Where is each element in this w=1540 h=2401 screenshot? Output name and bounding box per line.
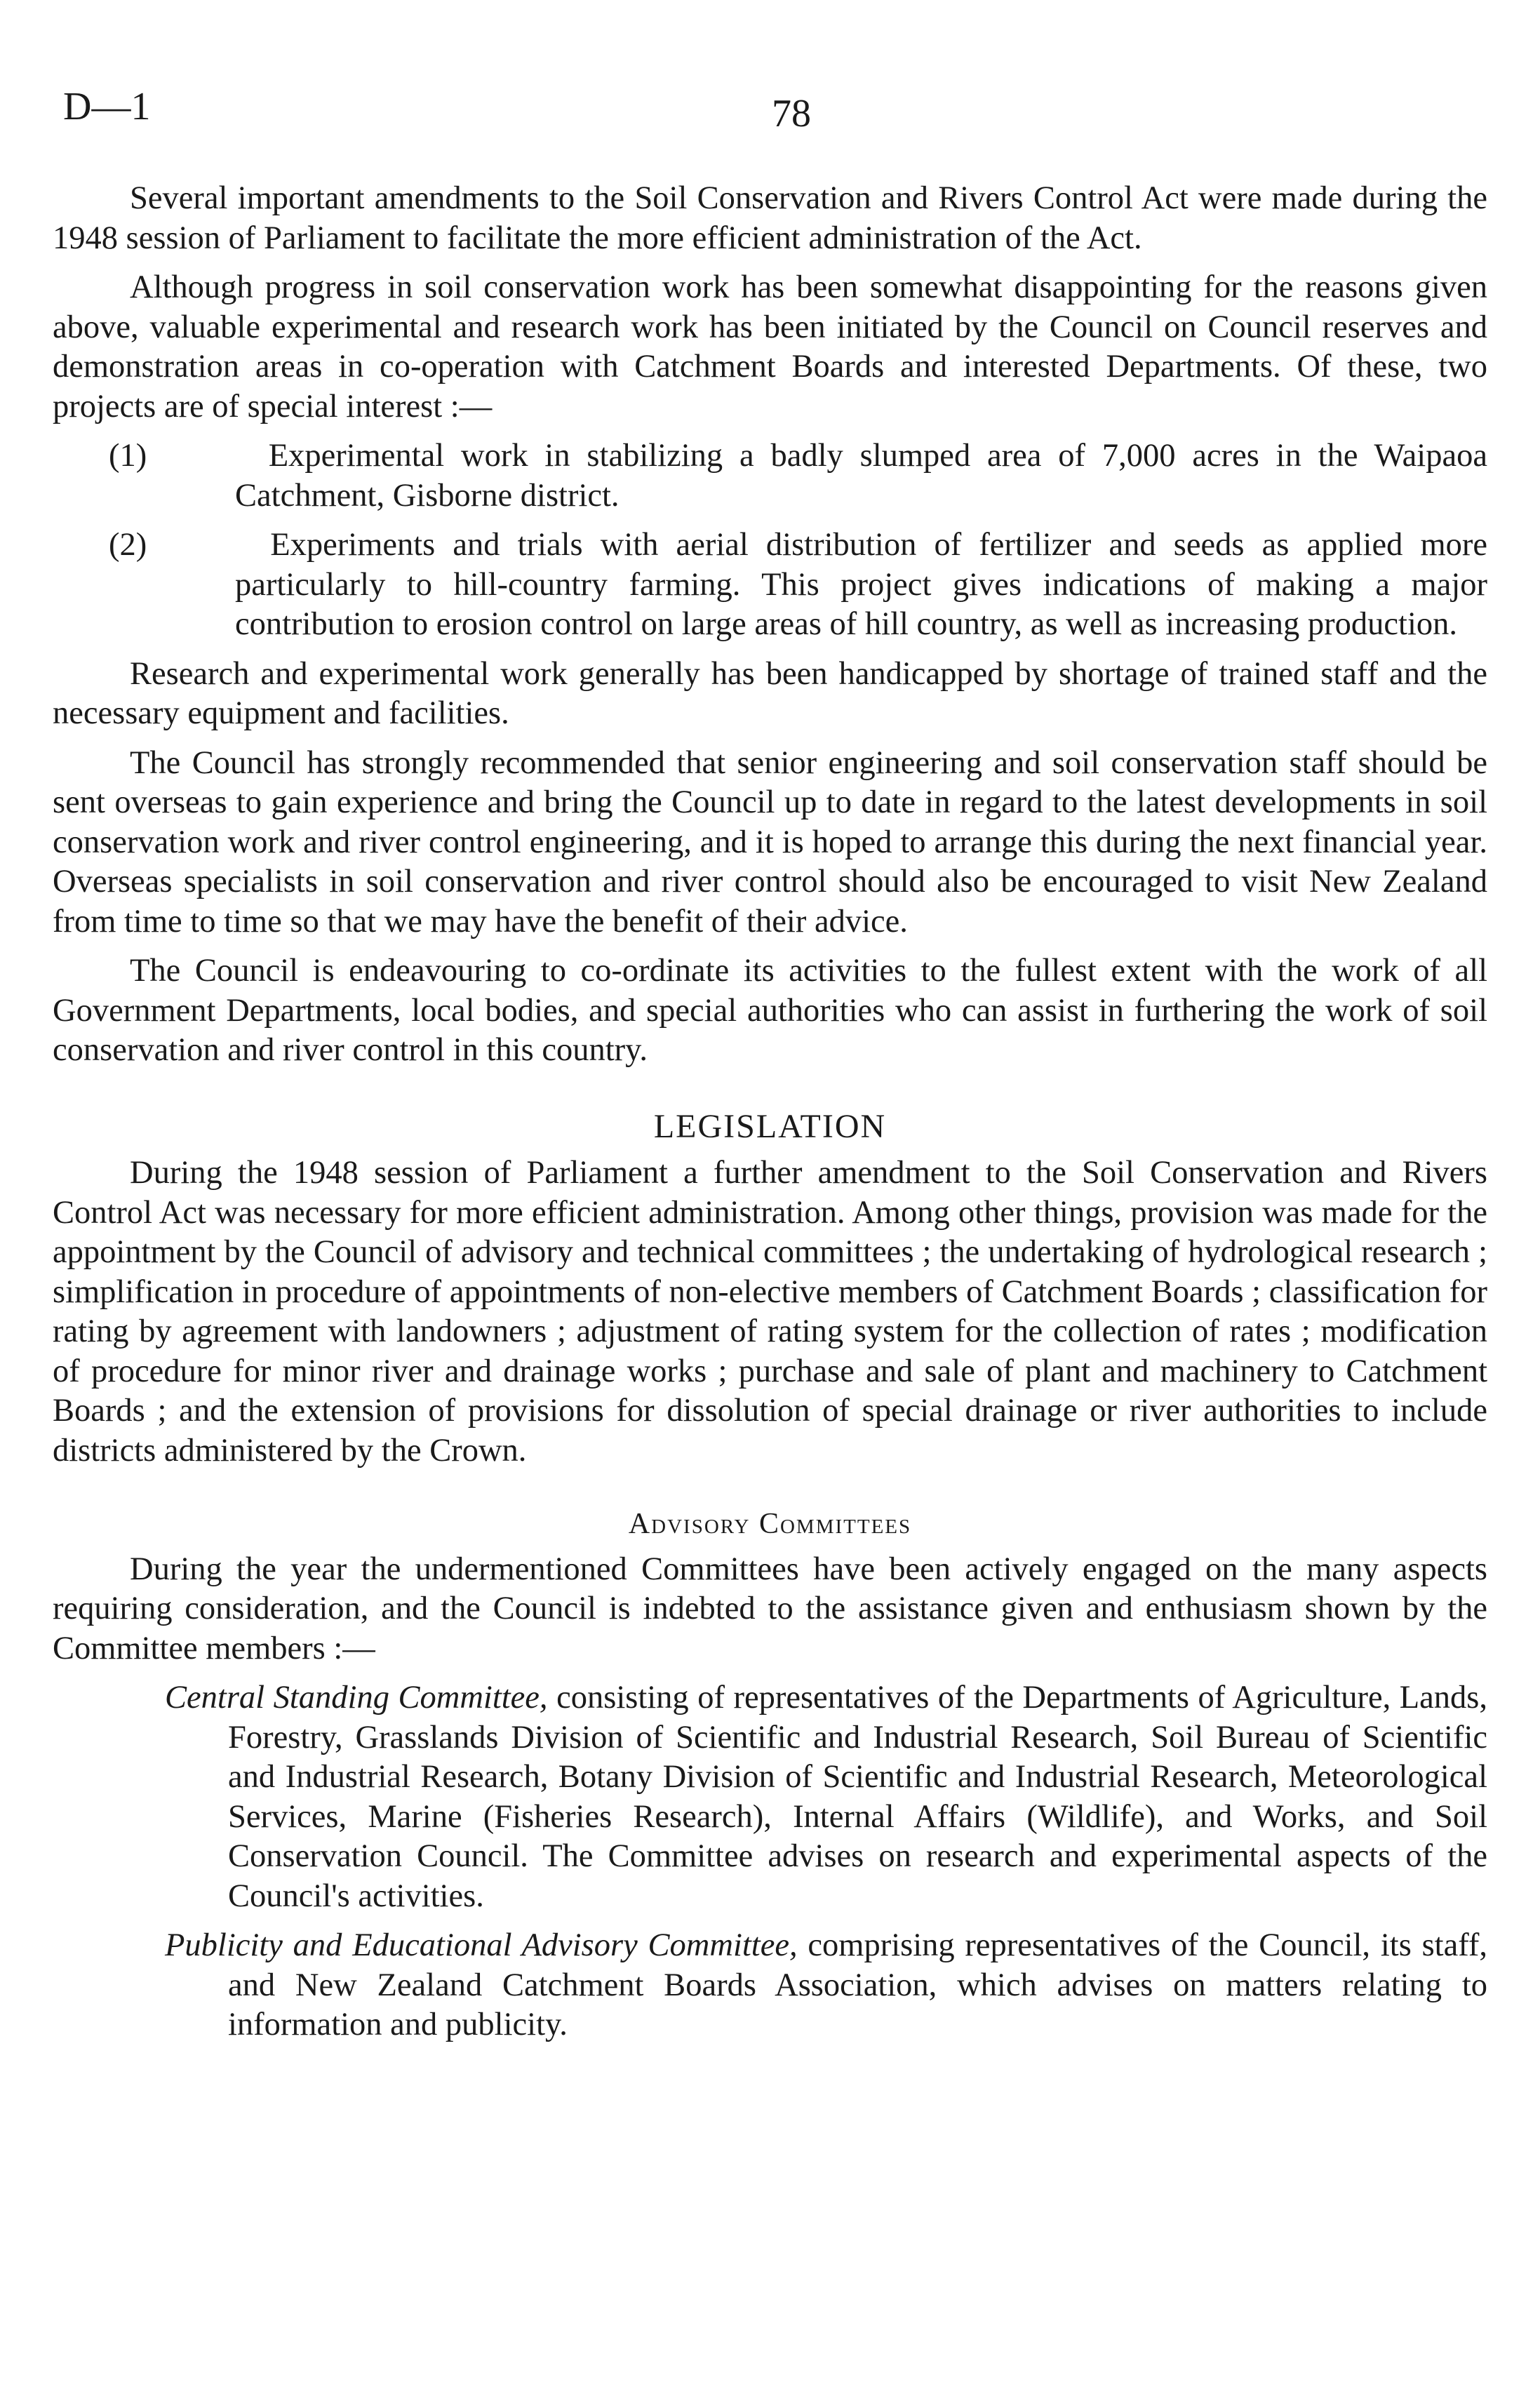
committee-description: consisting of representatives of the Departments of Agriculture, Lands, Forestry, Grasslands Division of Scientific and Industrial Research, Soil Bureau of Scientific and Industrial Research, Botany Division of Scientific and Industrial Research, Meteorological Services, Marine (Fisheries Research), Internal Affairs (Wildlife), and Works, and Soil Conservation Council. The Committee advises on research and experimental aspects of the Council's activities. <box>228 1680 1487 1914</box>
paragraph-amendments: Several important amendments to the Soil Conservation and Rivers Control Act were made during the 1948 session of Parliament to facilitate the more efficient administration of the Act. <box>53 180 1487 256</box>
paragraph-progress: Although progress in soil conservation work has been somewhat disappointing for the reasons given above, valuable experimental and research work has been initiated by the Council on Council reserves and demonstration areas in co-operation with Catchment Boards and interested Departments. Of these, two projects are of special interest :— <box>53 269 1487 424</box>
page-number: 78 <box>772 92 811 135</box>
committee-entry <box>53 1678 1487 1916</box>
paragraph-legislation: During the 1948 session of Parliament a further amendment to the Soil Conservation and Rivers Control Act was necessary for more efficient administration. Among other things, provision was made for the appointment by the Council of advisory and technical committees ; the undertaking of hydrological research ; simplification in procedure of appointments of non-elective members of Catchment Boards ; classification for rating by agreement with landowners ; adjustment of rating system for the collection of rates ; modification of procedure for minor river and drainage works ; purchase and sale of plant and machinery to Catchment Boards ; and the extension of provisions for dissolution of special drainage or river authorities to include districts administered by the Crown. <box>53 1155 1487 1469</box>
paragraph-advisory-intro: During the year the undermentioned Committees have been actively engaged on the many aspects requiring consideration, and the Council is indebted to the assistance given and enthusiasm shown by the Committee members :— <box>53 1551 1487 1666</box>
project-text: Experiments and trials with aerial distribution of fertilizer and seeds as applied more particularly to hill-country farming. This project gives indications of making a major contribution to erosion control on large areas of hill country, as well as increasing production. <box>235 527 1487 642</box>
project-item: (1) Experimental work in stabilizing a badly slumped area of 7,000 acres in the Waipaoa Catchment, Gisborne district. <box>109 438 1487 514</box>
committee-description: comprising representatives of the Council, its staff, and New Zealand Catchment Boards Association, which advises on matters relating to information and publicity. <box>228 1927 1487 2042</box>
paragraph-coordination: The Council is endeavouring to co-ordinate its activities to the fullest extent with the work of all Government Departments, local bodies, and special authorities who can assist in furthering the work of soil conservation and river control in this country. <box>53 953 1487 1068</box>
paragraph-overseas: The Council has strongly recommended that senior engineering and soil conservation staff should be sent overseas to gain experience and bring the Council up to date in regard to the latest developments in soil conservation work and river control engineering, and it is hoped to arrange this during the next financial year. Overseas specialists in soil conservation and river control should also be encouraged to visit New Zealand from time to time so that we may have the benefit of their advice. <box>53 744 1487 939</box>
project-text: Experimental work in stabilizing a badly slumped area of 7,000 acres in the Waipaoa Catchment, Gisborne district. <box>235 438 1487 514</box>
committee-name: Publicity and Educational Advisory Committee, <box>165 1927 798 1963</box>
page-body <box>53 179 1487 2055</box>
advisory-committees-heading: Advisory Committees <box>628 1508 912 1540</box>
project-item: (2) Experiments and trials with aerial distribution of fertilizer and seeds as applied more particularly to hill-country farming. This project gives indications of making a major contribution to erosion control on large areas of hill country, as well as increasing production. <box>109 527 1487 642</box>
paragraph-research: Research and experimental work generally has been handicapped by shortage of trained staff and the necessary equipment and facilities. <box>53 655 1487 731</box>
committee-name: Central Standing Committee, <box>165 1680 548 1716</box>
page-header <box>49 84 1491 140</box>
committee-entry <box>53 1926 1487 2045</box>
legislation-heading: LEGISLATION <box>653 1107 887 1145</box>
document-reference: D—1 <box>63 85 151 128</box>
